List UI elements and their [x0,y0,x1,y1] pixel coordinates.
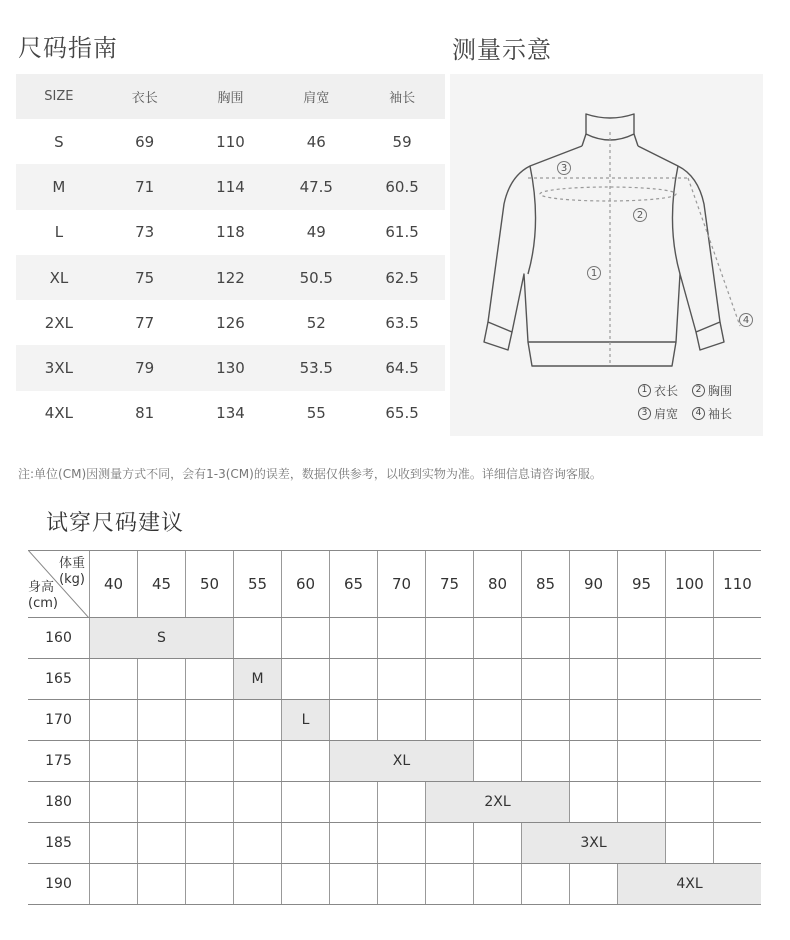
weight-header-cell: 40 [89,551,137,617]
grid-cell [713,782,761,822]
size-cell: 3XL [44,359,73,378]
measurement-note: 注:单位(CM)因测量方式不同，会有1-3(CM)的误差，数据仅供参考，以收到实物为准。详细信息请咨询客服。 [18,467,602,481]
size-row [16,255,445,300]
grid-cell [521,864,569,904]
grid-cell [521,741,569,781]
fit-title: 试穿尺码建议 [46,511,185,536]
height-cell: 160 [45,630,72,646]
fit-header-row [28,550,761,618]
grid-cell [329,659,377,699]
grid-cell [473,823,521,863]
grid-cell [89,700,137,740]
size-cell: 77 [135,313,155,332]
grid-cell [329,782,377,822]
size-recommendation-band: 4XL [618,864,761,904]
weight-label: 体重 [58,556,85,571]
weight-header-cell: 70 [377,551,425,617]
legend-label: 胸围 [708,384,733,398]
grid-cell [185,700,233,740]
fit-row [28,659,761,700]
height-cell: 180 [45,794,72,810]
size-cell: 75 [135,268,155,287]
legend-num: 3 [638,407,651,420]
legend-label: 衣长 [654,384,679,398]
size-cell: 60.5 [385,177,419,196]
size-cell: 71 [135,177,155,196]
weight-header-cell: 60 [281,551,329,617]
fit-row [28,700,761,741]
grid-cell [425,618,473,658]
grid-cell [665,741,713,781]
marker-3: 3 [557,161,571,175]
grid-cell [569,700,617,740]
size-cell: 47.5 [299,177,333,196]
legend-row [638,405,732,422]
grid-cell [281,741,329,781]
grid-cell [569,741,617,781]
height-unit: (cm) [28,596,58,611]
size-cell: 64.5 [385,359,419,378]
grid-cell [137,823,185,863]
grid-cell [521,700,569,740]
size-cell: L [54,223,64,242]
size-cell: M [52,177,66,196]
grid-cell [281,659,329,699]
grid-cell [185,659,233,699]
grid-cell [425,659,473,699]
grid-cell [377,864,425,904]
fit-row [28,741,761,782]
size-cell: 134 [216,404,245,423]
size-cell: 46 [306,132,326,151]
measure-title: 测量示意 [452,36,552,64]
grid-cell [233,618,281,658]
legend-item-chest [692,382,732,399]
size-table-header [16,74,445,119]
grid-cell [569,618,617,658]
size-row [16,391,445,436]
grid-cell [233,864,281,904]
grid-cell [569,864,617,904]
grid-cell [665,700,713,740]
legend-num: 4 [692,407,705,420]
height-label: 身高 [28,580,55,595]
size-cell: 69 [135,132,155,151]
size-row [16,119,445,164]
weight-header-cell: 100 [665,551,713,617]
fit-row [28,618,761,659]
grid-cell [329,823,377,863]
grid-cell [377,659,425,699]
grid-cell [233,823,281,863]
grid-cell [665,782,713,822]
size-cell: 130 [216,359,245,378]
grid-cell [473,618,521,658]
size-recommendation-band: 2XL [426,782,569,822]
fit-grid [28,550,761,905]
grid-cell [713,618,761,658]
grid-cell [137,782,185,822]
legend-row [638,382,732,399]
size-cell: 114 [216,177,245,196]
marker-1: 1 [587,266,601,280]
grid-cell [233,741,281,781]
grid-cell [569,659,617,699]
size-cell: 50.5 [299,268,333,287]
height-cell: 190 [45,876,72,892]
height-axis-label [28,580,58,612]
size-header-cell: SIZE [44,89,74,104]
legend-label: 肩宽 [654,407,679,421]
grid-cell [425,864,473,904]
height-cell: 185 [45,835,72,851]
legend-label: 袖长 [708,407,733,421]
size-row [16,345,445,390]
grid-cell [89,864,137,904]
grid-cell [425,823,473,863]
size-header-cell: 胸围 [217,91,244,106]
fit-body [28,618,761,905]
size-cell: 61.5 [385,223,419,242]
weight-header-cell: 45 [137,551,185,617]
weight-unit: (kg) [59,572,85,587]
measurement-diagram [450,74,763,436]
size-cell: S [54,132,64,151]
grid-cell [281,823,329,863]
size-cell: 110 [216,132,245,151]
grid-cell [617,741,665,781]
grid-cell [185,864,233,904]
size-cell: 63.5 [385,313,419,332]
size-cell: XL [49,268,69,287]
size-cell: 53.5 [299,359,333,378]
grid-cell [89,782,137,822]
grid-cell [329,864,377,904]
grid-cell [713,741,761,781]
weight-header-cell: 110 [713,551,761,617]
marker-4: 4 [739,313,753,327]
size-cell: 118 [216,223,245,242]
size-cell: 62.5 [385,268,419,287]
grid-cell [713,700,761,740]
size-row [16,164,445,209]
grid-cell [185,741,233,781]
grid-cell [377,618,425,658]
grid-cell [281,864,329,904]
height-cell: 170 [45,712,72,728]
size-guide-title: 尺码指南 [18,34,118,62]
size-cell: 59 [392,132,412,151]
size-table [16,74,445,436]
size-header-cell: 衣长 [131,91,158,106]
size-cell: 55 [306,404,326,423]
fit-row [28,782,761,823]
weight-header-cell: 50 [185,551,233,617]
grid-cell [473,700,521,740]
weight-header-cell: 90 [569,551,617,617]
grid-cell [233,700,281,740]
grid-cell [617,618,665,658]
grid-cell [89,741,137,781]
size-cell: 81 [135,404,155,423]
grid-cell [281,782,329,822]
marker-2: 2 [633,208,647,222]
grid-cell [617,700,665,740]
legend-item-sleeve [692,405,732,422]
grid-cell [665,659,713,699]
grid-cell [521,618,569,658]
grid-cell [137,700,185,740]
size-cell: 4XL [44,404,73,423]
grid-cell [329,618,377,658]
grid-cell [617,659,665,699]
size-cell: 52 [306,313,326,332]
grid-cell [425,700,473,740]
grid-cell [473,864,521,904]
fit-corner [28,551,89,617]
size-cell: 79 [135,359,155,378]
grid-cell [185,782,233,822]
size-recommendation-band: L [282,700,329,740]
weight-header-cell: 95 [617,551,665,617]
fit-row [28,864,761,905]
weight-header-cell: 55 [233,551,281,617]
grid-cell [617,782,665,822]
grid-cell [377,823,425,863]
grid-cell [713,659,761,699]
size-row [16,300,445,345]
grid-cell [473,659,521,699]
grid-cell [377,782,425,822]
fit-row [28,823,761,864]
grid-cell [569,782,617,822]
grid-cell [665,823,713,863]
legend-num: 1 [638,384,651,397]
size-recommendation-band: M [234,659,281,699]
grid-cell [665,618,713,658]
size-header-cell: 肩宽 [303,91,330,106]
weight-header-cell: 85 [521,551,569,617]
grid-cell [185,823,233,863]
legend-item-length [638,382,678,399]
weight-header-cell: 80 [473,551,521,617]
grid-cell [329,700,377,740]
weight-header-cell: 75 [425,551,473,617]
size-cell: 2XL [44,313,73,332]
height-cell: 175 [45,753,72,769]
size-cell: 126 [216,313,245,332]
height-cell: 165 [45,671,72,687]
size-recommendation-band: XL [330,741,473,781]
grid-cell [89,659,137,699]
grid-cell [137,864,185,904]
grid-cell [521,659,569,699]
legend-num: 2 [692,384,705,397]
size-cell: 65.5 [385,404,419,423]
grid-cell [281,618,329,658]
size-row [16,210,445,255]
grid-cell [233,782,281,822]
size-cell: 122 [216,268,245,287]
grid-cell [713,823,761,863]
grid-cell [137,659,185,699]
size-recommendation-band: 3XL [522,823,665,863]
weight-header-cell: 65 [329,551,377,617]
size-cell: 49 [306,223,326,242]
grid-cell [89,823,137,863]
size-header-cell: 袖长 [389,91,416,106]
grid-cell [137,741,185,781]
grid-cell [377,700,425,740]
size-recommendation-band: S [90,618,233,658]
weight-axis-label [59,556,85,588]
legend-item-shoulder [638,405,678,422]
size-cell: 73 [135,223,155,242]
grid-cell [473,741,521,781]
